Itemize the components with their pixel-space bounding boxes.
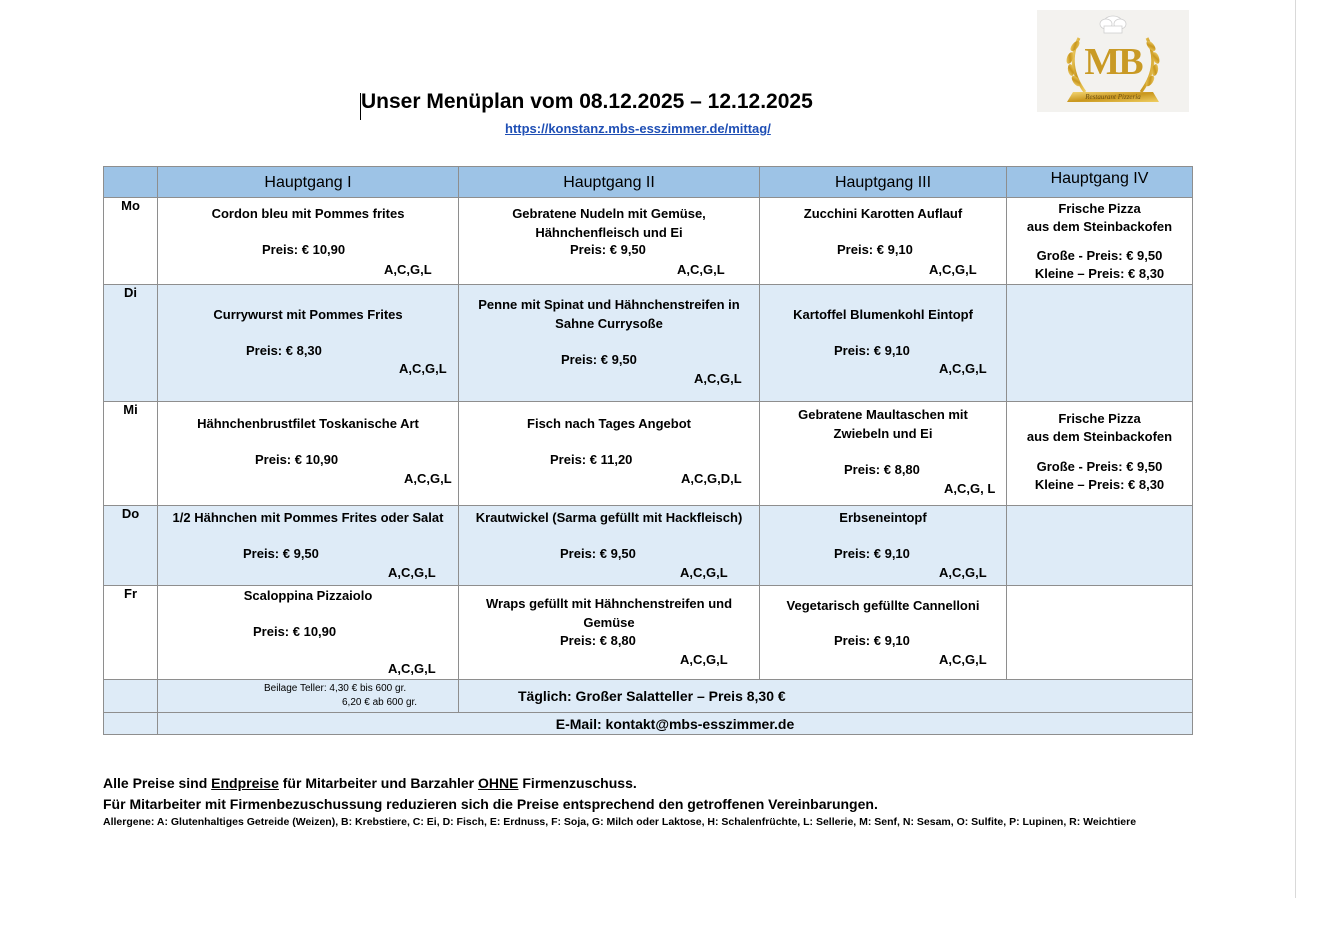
dish-name: Gebratene Nudeln mit Gemüse, Hähnchenfleisch und Ei (512, 206, 706, 240)
table-row-do (104, 506, 1193, 586)
dish-price: Preis: € 10,90 (255, 452, 339, 467)
logo-subtitle: Restaurant Pizzeria (1085, 93, 1141, 101)
dish-name: Kartoffel Blumenkohl Eintopf (793, 307, 973, 322)
menu-url-link[interactable]: https://konstanz.mbs-esszimmer.de/mittag/ (505, 121, 771, 136)
empty-cell (104, 713, 158, 735)
side-dish-price-2: 6,20 € ab 600 gr. (342, 697, 418, 708)
header-hauptgang-4: Hauptgang IV (1007, 167, 1193, 198)
dish-price: Preis: € 9,10 (834, 546, 910, 561)
dish-allergens: A,C,G,L (399, 361, 447, 376)
dish-cell (760, 506, 1007, 586)
dish-cell (459, 402, 760, 506)
dish-allergens: A,C,G,L (929, 262, 977, 277)
pizza-large-price: Große - Preis: € 9,50 (1036, 459, 1163, 474)
table-row-mo (104, 198, 1193, 285)
table-row-mi (104, 402, 1193, 506)
dish-allergens: A,C,G,L (677, 262, 725, 277)
dish-cell (158, 198, 459, 285)
header-day (104, 167, 158, 198)
dish-cell (760, 198, 1007, 285)
table-row-fr (104, 586, 1193, 680)
dish-price: Preis: € 9,50 (560, 546, 636, 561)
day-label: Mi (104, 402, 158, 506)
header-hauptgang-2: Hauptgang II (459, 167, 760, 198)
dish-allergens: A,C,G,L (939, 565, 987, 580)
day-label: Mo (104, 198, 158, 285)
side-dish-cell (158, 680, 459, 713)
pizza-small-price: Kleine – Preis: € 8,30 (1034, 266, 1165, 281)
dish-allergens: A,C,G,L (384, 262, 432, 277)
dish-allergens: A,C,G, L (944, 481, 996, 496)
dish-name: Currywurst mit Pommes Frites (213, 307, 403, 322)
pizza-large-price: Große - Preis: € 9,50 (1036, 248, 1163, 263)
dish-cell (760, 402, 1007, 506)
dish-name: 1/2 Hähnchen mit Pommes Frites oder Salat (172, 510, 444, 525)
header-hauptgang-3: Hauptgang III (760, 167, 1007, 198)
day-label: Di (104, 285, 158, 402)
logo-text: MB (1084, 41, 1142, 83)
dish-cell (158, 586, 459, 680)
price-note-1: Alle Preise sind Endpreise für Mitarbeiter und Barzahler OHNE Firmenzuschuss. (103, 775, 637, 791)
email-contact: E-Mail: kontakt@mbs-esszimmer.de (555, 715, 795, 732)
dish-cell (158, 285, 459, 402)
day-label: Fr (104, 586, 158, 680)
dish-name: Vegetarisch gefüllte Cannelloni (786, 598, 980, 613)
dish-cell (459, 586, 760, 680)
daily-offer: Täglich: Großer Salatteller – Preis 8,30 € (518, 688, 786, 704)
dish-price: Preis: € 9,50 (561, 352, 637, 367)
dish-allergens: A,C,G,L (694, 371, 742, 386)
empty-cell (1007, 506, 1193, 586)
pizza-title: Frische Pizza (1058, 201, 1141, 216)
daily-offer-cell (459, 680, 1193, 713)
dish-name: Hähnchenbrustfilet Toskanische Art (197, 416, 419, 431)
dish-name: Krautwickel (Sarma gefüllt mit Hackfleisch) (475, 510, 743, 525)
dish-cell (158, 506, 459, 586)
dish-name: Fisch nach Tages Angebot (527, 416, 691, 431)
dish-allergens: A,C,G,L (939, 361, 987, 376)
dish-allergens: A,C,G,L (388, 661, 436, 676)
email-row (104, 713, 1193, 735)
price-note-2: Für Mitarbeiter mit Firmenbezuschussung reduzieren sich die Preise entsprechend den getroffenen Vereinbarungen. (103, 796, 878, 812)
page-edge (1295, 0, 1296, 898)
dish-price: Preis: € 9,10 (837, 242, 913, 257)
empty-cell (1007, 285, 1193, 402)
pizza-small-price: Kleine – Preis: € 8,30 (1034, 477, 1165, 492)
pizza-subtitle: aus dem Steinbackofen (1026, 219, 1173, 234)
dish-name: Erbseneintopf (839, 510, 927, 525)
header-row (104, 167, 1193, 198)
dish-price: Preis: € 9,10 (834, 343, 910, 358)
dish-price: Preis: € 10,90 (262, 242, 346, 257)
dish-price: Preis: € 9,50 (570, 242, 646, 257)
dish-cell (459, 198, 760, 285)
allergen-legend: Allergene: A: Glutenhaltiges Getreide (Weizen), B: Krebstiere, C: Ei, D: Fisch, E: Erdnuss, F: Soja, G: Milch oder Laktose, H: Schalenfrüchte, L: Sellerie, M: Senf, N: Sesam, O: Sulfite, P: Lupinen, R: Weichtiere (103, 816, 1137, 828)
dish-name: Scaloppina Pizzaiolo (243, 588, 373, 603)
menu-table (103, 166, 1193, 735)
dish-cell (459, 285, 760, 402)
restaurant-logo (1037, 10, 1189, 112)
dish-price: Preis: € 8,80 (844, 462, 920, 477)
dish-allergens: A,C,G,L (680, 565, 728, 580)
dish-name: Penne mit Spinat und Hähnchenstreifen in Sahne Currysoße (478, 297, 740, 331)
side-dish-price-1: Beilage Teller: 4,30 € bis 600 gr. (264, 683, 407, 694)
pizza-title: Frische Pizza (1058, 411, 1141, 426)
page-title: Unser Menüplan vom 08.12.2025 – 12.12.2025 (361, 90, 813, 113)
dish-allergens: A,C,G,L (939, 652, 987, 667)
pizza-cell (1007, 198, 1193, 285)
dish-price: Preis: € 9,10 (834, 633, 910, 648)
dish-price: Preis: € 9,50 (243, 546, 319, 561)
empty-cell (104, 680, 158, 713)
dish-allergens: A,C,G,L (404, 471, 452, 486)
dish-cell (459, 506, 760, 586)
daily-row (104, 680, 1193, 713)
table-row-di (104, 285, 1193, 402)
header-hauptgang-1: Hauptgang I (158, 167, 459, 198)
dish-name: Zucchini Karotten Auflauf (803, 206, 963, 221)
dish-name: Cordon bleu mit Pommes frites (211, 206, 405, 221)
pizza-subtitle: aus dem Steinbackofen (1026, 429, 1173, 444)
dish-cell (760, 285, 1007, 402)
dish-allergens: A,C,G,L (680, 652, 728, 667)
pizza-cell (1007, 402, 1193, 506)
dish-allergens: A,C,G,L (388, 565, 436, 580)
dish-name: Wraps gefüllt mit Hähnchenstreifen und Gemüse (485, 596, 733, 630)
email-cell (158, 713, 1193, 735)
day-label: Do (104, 506, 158, 586)
dish-price: Preis: € 10,90 (253, 624, 337, 639)
price-notes (103, 773, 878, 815)
dish-price: Preis: € 8,80 (560, 633, 636, 648)
empty-cell (1007, 586, 1193, 680)
dish-price: Preis: € 8,30 (246, 343, 322, 358)
dish-cell (760, 586, 1007, 680)
dish-name: Gebratene Maultaschen mit Zwiebeln und Ei (798, 407, 968, 441)
dish-price: Preis: € 11,20 (550, 452, 633, 467)
dish-allergens: A,C,G,D,L (681, 471, 742, 486)
dish-cell (158, 402, 459, 506)
